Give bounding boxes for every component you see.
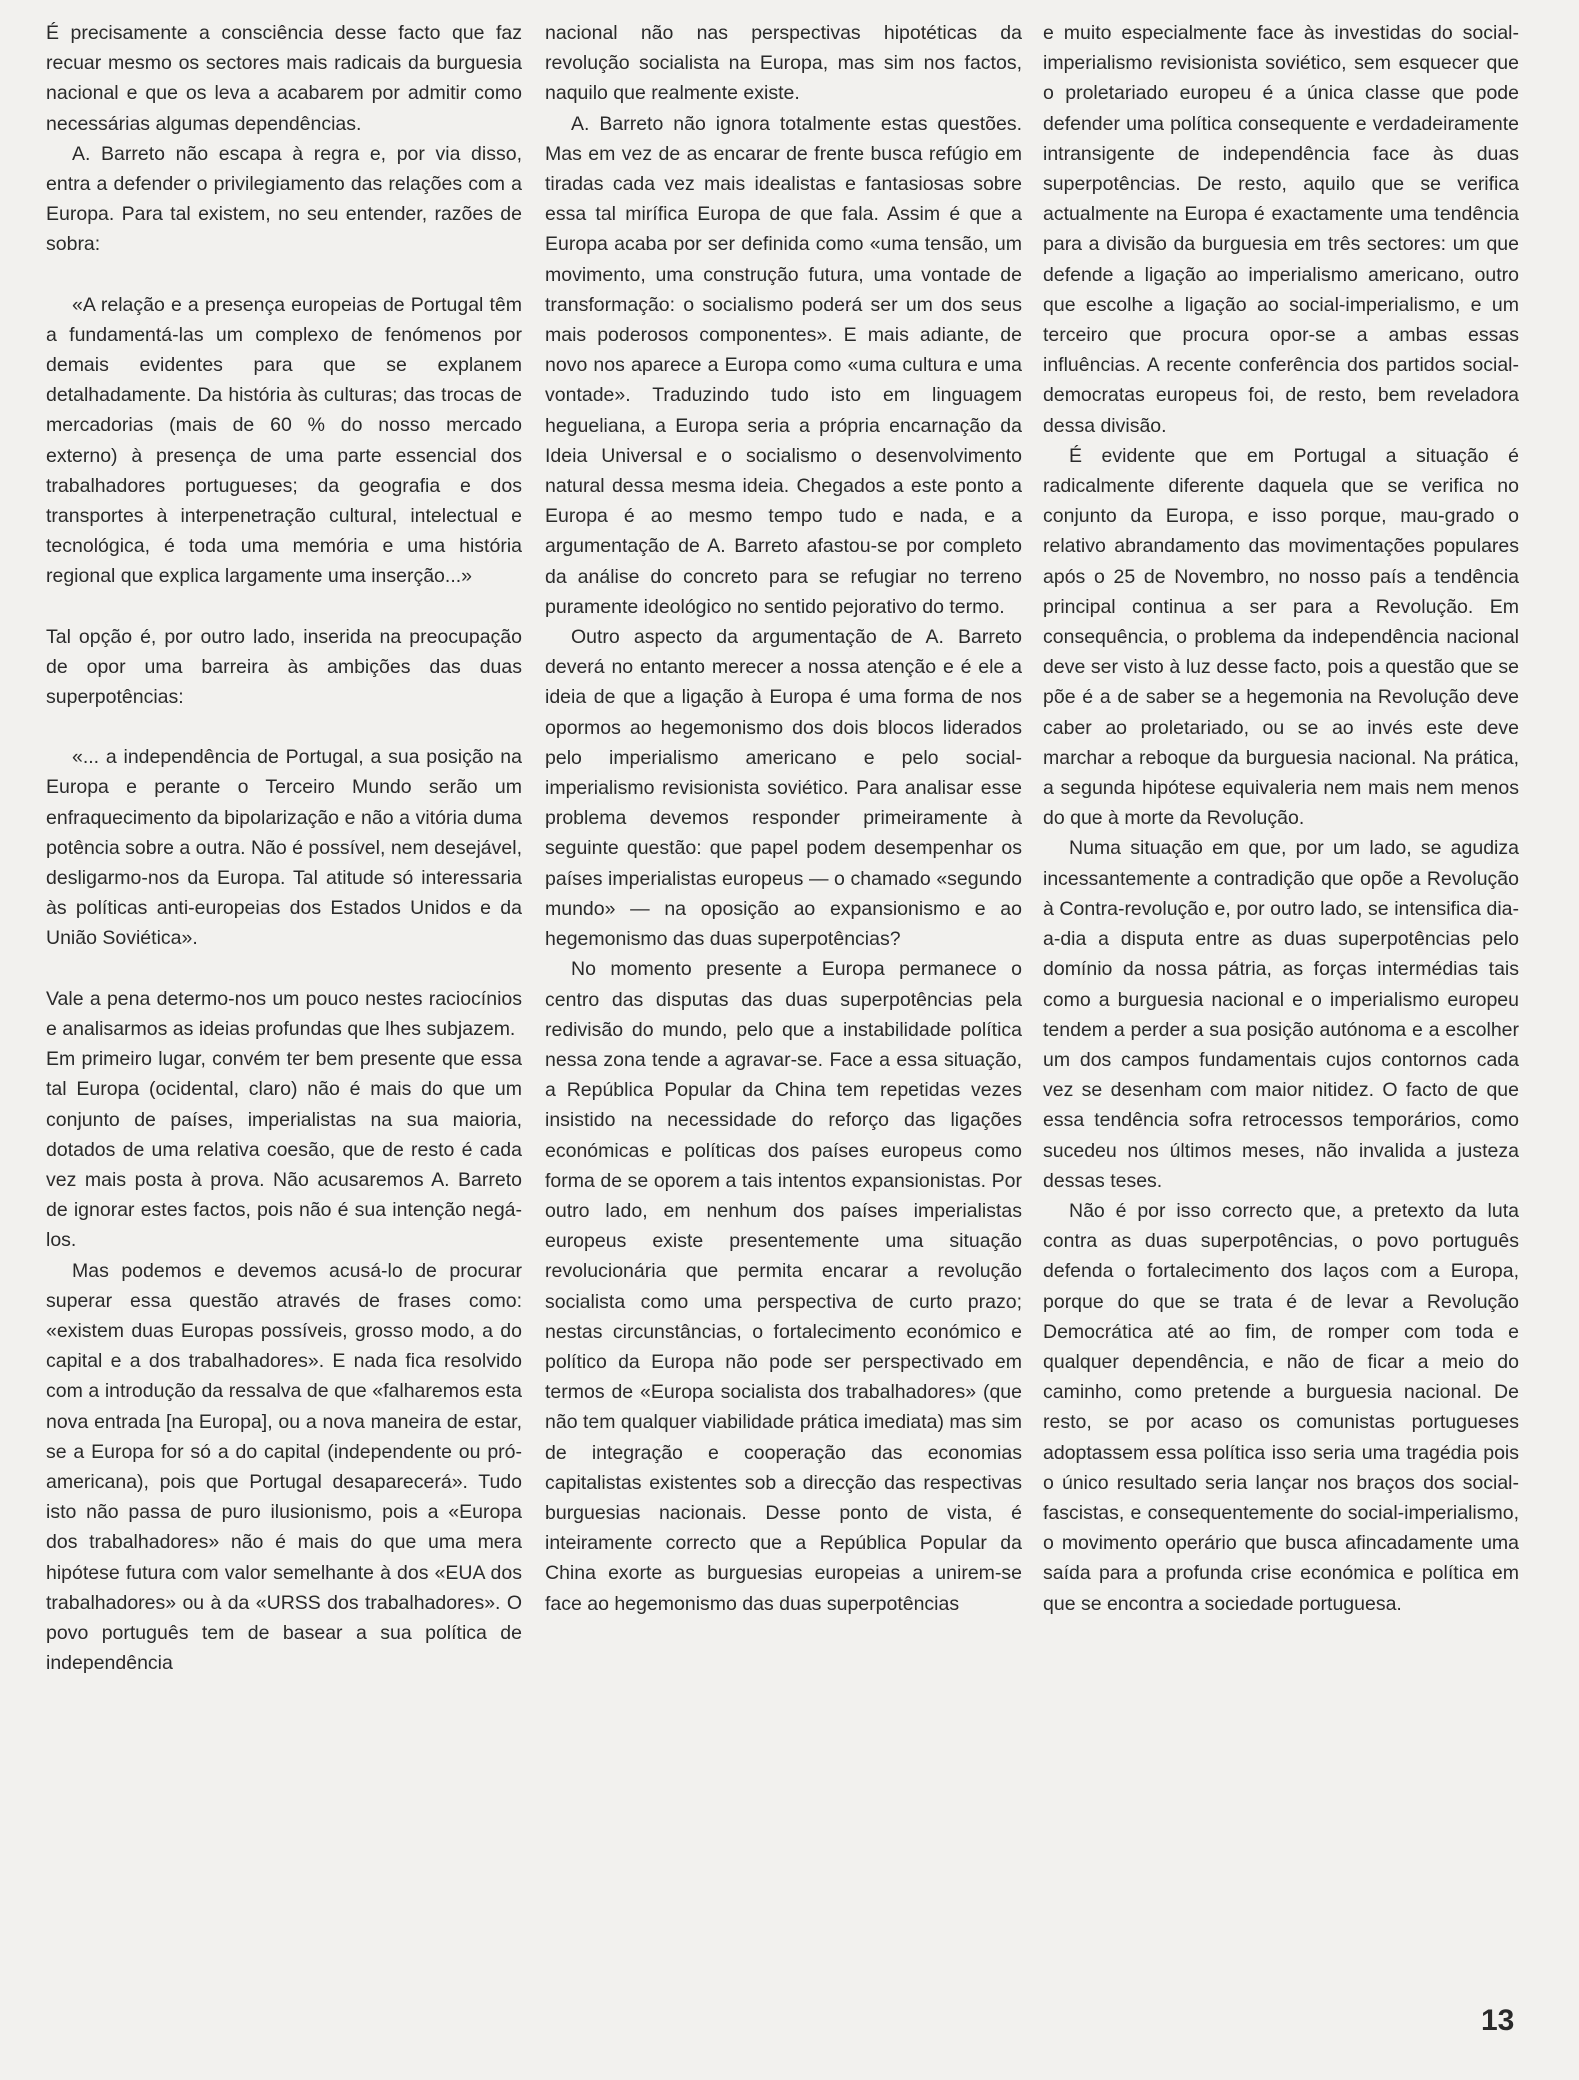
text-column-1 <box>46 18 522 1678</box>
paragraph: Numa situação em que, por um lado, se agudiza incessantemente a contradição que opõe a Revolução à Contra-revolução e, por outro lado, se intensifica dia-a-dia a disputa entre as duas superpotências pelo domínio da nossa pátria, as forças intermédias tais como a burguesia nacional e o imperialismo europeu tendem a perder a sua posição autónoma e a escolher um dos campos fundamentais cujos contornos cada vez se desenham com maior nitidez. O facto de que essa tendência sofra retrocessos temporários, como sucedeu nos últimos meses, não invalida a justeza dessas teses. <box>1043 837 1519 1192</box>
text-column-3 <box>1043 18 1519 1619</box>
paragraph: Outro aspecto da argumentação de A. Barreto deverá no entanto merecer a nossa atenção e é ele a ideia de que a ligação à Europa é uma forma de nos opormos ao hegemonismo dos dois blocos liderados pelo imperialismo americano e pelo social-imperialismo revisionista soviético. Para analisar esse problema devemos responder primeiramente à seguinte questão: que papel podem desempenhar os países imperialistas europeus — o chamado «segundo mundo» — na oposição ao expansionismo e ao hegemonismo das duas superpotências? <box>545 626 1022 951</box>
quotation: «... a independência de Portugal, a sua posição na Europa e perante o Terceiro Mundo serão um enfraquecimento da bipolarização e não a vitória duma potência sobre a outra. Não é possível, nem desejável, desligarmo-nos da Europa. Tal atitude só interessaria às políticas anti-europeias dos Estados Unidos e da União Soviética». <box>46 746 522 950</box>
paragraph: Vale a pena determo-nos um pouco nestes raciocínios e analisarmos as ideias profundas que lhes subjazem. <box>46 987 522 1040</box>
paragraph: É evidente que em Portugal a situação é radicalmente diferente daquela que se verifica no conjunto da Europa, e isso porque, mau-grado o relativo abrandamento das movimentações populares após o 25 de Novembro, no nosso país a tendência principal continua a ser para a Revolução. Em consequência, o problema da independência nacional deve ser visto à luz desse facto, pois a questão que se põe é a de saber se a hegemonia na Revolução deve caber ao proletariado, ou se ao invés este deve marchar a reboque da burguesia nacional. Na prática, a segunda hipótese equivaleria nem mais nem menos do que à morte da Revolução. <box>1043 444 1519 830</box>
paragraph: A. Barreto não ignora totalmente estas questões. Mas em vez de as encarar de frente busca refúgio em tiradas cada vez mais idealistas e fantasiosas sobre essa tal mirífica Europa de que fala. Assim é que a Europa acaba por ser definida como «uma tensão, um movimento, uma construção futura, uma vontade de transformação: o socialismo poderá ser um dos seus mais poderosos componentes». E mais adiante, de novo nos aparece a Europa como «uma cultura e uma vontade». Traduzindo tudo isto em linguagem hegueliana, a Europa seria a própria encarnação da Ideia Universal e o socialismo o desenvolvimento natural dessa mesma ideia. Chegados a este ponto a Europa é ao mesmo tempo tudo e nada, e a argumentação de A. Barreto afastou-se por completo da análise do concreto para se refugiar no terreno puramente ideológico no sentido pejorativo do termo. <box>545 112 1022 618</box>
paragraph: Não é por isso correcto que, a pretexto da luta contra as duas superpotências, o povo português defenda o fortalecimento dos laços com a Europa, porque do que se trata é de levar a Revolução Democrática até ao fim, de romper com toda e qualquer dependência, e não de ficar a meio do caminho, como pretende a burguesia nacional. De resto, se por acaso os comunistas portugueses adoptassem essa política isso seria uma tragédia pois o único resultado seria lançar nos braços dos social-fascistas, e consequentemente do social-imperialismo, o movimento operário que busca afincadamente uma saída para a profunda crise económica e política em que se encontra a sociedade portuguesa. <box>1043 1199 1519 1615</box>
paragraph: Em primeiro lugar, convém ter bem presente que essa tal Europa (ocidental, claro) não é mais do que um conjunto de países, imperialistas na sua maioria, dotados de uma relativa coesão, que de resto é cada vez mais posta à prova. Não acusaremos A. Barreto de ignorar estes factos, pois não é sua intenção negá-los. <box>46 1048 522 1252</box>
paragraph: nacional não nas perspectivas hipotéticas da revolução socialista na Europa, mas sim nos factos, naquilo que realmente existe. <box>545 22 1022 105</box>
paragraph: É precisamente a consciência desse facto que faz recuar mesmo os sectores mais radicais da burguesia nacional e que os leva a acabarem por admitir como necessárias algumas dependências. <box>46 22 522 135</box>
paragraph: Mas podemos e devemos acusá-lo de procurar superar essa questão através de frases como: «existem duas Europas possíveis, grosso modo, a do capital e a dos trabalhadores». E nada fica resolvido com a introdução da ressalva de que «falharemos esta nova entrada [na Europa], ou a nova maneira de estar, se a Europa for só a do capital (independente ou pró-americana), pois que Portugal desaparecerá». Tudo isto não passa de puro ilusionismo, pois a «Europa dos trabalhadores» não é mais do que uma mera hipótese futura com valor semelhante à dos «EUA dos trabalhadores» ou à da «URSS dos trabalhadores». O povo português tem de basear a sua política de independência <box>46 1259 522 1675</box>
quotation: «A relação e a presença europeias de Portugal têm a fundamentá-las um complexo de fenómenos por demais evidentes para que se explanem detalhadamente. Da história às culturas; das trocas de mercadorias (mais de 60 % do nosso mercado externo) à presença de uma parte essencial dos trabalhadores portugueses; da geografia e dos transportes à interpenetração cultural, intelectual e tecnológica, é toda uma memória e uma história regional que explica largamente uma inserção...» <box>46 293 522 588</box>
text-column-2 <box>545 18 1022 1619</box>
page-number: 13 <box>1481 2004 1515 2037</box>
paragraph: No momento presente a Europa permanece o centro das disputas das duas superpotências pela redivisão do mundo, pelo que a instabilidade política nessa zona tende a agravar-se. Face a essa situação, a República Popular da China tem repetidas vezes insistido na necessidade do reforço das ligações económicas e políticas dos países europeus como forma de se oporem a tais intentos expansionistas. Por outro lado, em nenhum dos países imperialistas europeus existe presentemente uma situação revolucionária que permita encarar a revolução socialista como uma perspectiva de curto prazo; nestas circunstâncias, o fortalecimento económico e político da Europa não pode ser perspectivado em termos de «Europa socialista dos trabalhadores» (que não tem qualquer viabilidade prática imediata) mas sim de integração e cooperação das economias capitalistas existentes sob a direcção das respectivas burguesias nacionais. Desse ponto de vista, é inteiramente correcto que a República Popular da China exorte as burguesias europeias a unirem-se face ao hegemonismo das duas superpotências <box>545 958 1022 1615</box>
paragraph: Tal opção é, por outro lado, inserida na preocupação de opor uma barreira às ambições das duas superpotências: <box>46 625 522 709</box>
paragraph: e muito especialmente face às investidas do social-imperialismo revisionista soviético, sem esquecer que o proletariado europeu é a única classe que pode defender uma política consequente e verdadeiramente intransigente de independência face às duas superpotências. De resto, aquilo que se verifica actualmente na Europa é exactamente uma tendência para a divisão da burguesia em três sectores: um que defende a ligação ao imperialismo americano, outro que escolhe a ligação ao social-imperialismo, e um terceiro que procura opor-se a ambas essas influências. A recente conferência dos partidos social-democratas europeus foi, de resto, bem reveladora dessa divisão. <box>1043 22 1519 437</box>
paragraph: A. Barreto não escapa à regra e, por via disso, entra a defender o privilegiamento das relações com a Europa. Para tal existem, no seu entender, razões de sobra: <box>46 142 522 256</box>
